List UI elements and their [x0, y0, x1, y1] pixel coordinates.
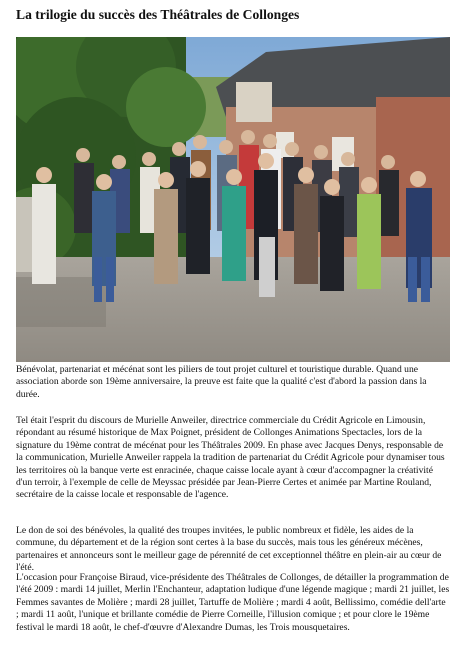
article-title: La trilogie du succès des Théâtrales de Collonges — [16, 7, 300, 22]
article-paragraph: Le don de soi des bénévoles, la qualité des troupes invitées, le public nombreux et fidèle, les aides de la commune, du département et de la région sont certes à la base du succès, mais tous les généreux mécènes, partenaires et annonceurs sont le meilleur gage de pérennité de cet exceptionnel théâtre en plein-air au cœur de l'été. — [16, 525, 442, 574]
article-paragraph: Tel était l'esprit du discours de Murielle Anweiler, directrice commerciale du Crédit Agricole en Limousin, répondant au résumé historique de Max Poignet, président de Collonges Animations Spectacles, lors de la signature du 19ème contrat de mécénat pour les Théâtrales 2009. En phase avec Jacques Denys, responsable de la communication, Murielle Anweiler rappela la tradition de partenariat du Crédit Agricole pour dynamiser tous les territoires où la banque verte est enracinée, chaque caisse locale ayant à cœur d'accompagner la créativité d'un terroir, à l'exemple de celle de Meyssac présidée par Jean-Pierre Certes et animée par Martine Rouland, secrétaire de la caisse locale et responsable de l'agence. — [16, 415, 445, 501]
article-paragraph: L'occasion pour Françoise Biraud, vice-présidente des Théâtrales de Collonges, de détailler la programmation de l'été 2009 : mardi 14 juillet, Merlin l'Enchanteur, adaptation ludique d'une légende magique ; mardi 21 juillet, les Femmes savantes de Molière ; mardi 28 juillet, Tartuffe de Molière ; mardi 4 août, Bellissimo, comédie dell'arte ; mardi 11 août, l'unique et brillante comédie de Pierre Corneille, l'illusion comique ; et pour clore le 19ème festival le mardi 18 août, le chef-d'œuvre d'Alexandre Dumas, les Trois mousquetaires. — [16, 572, 450, 633]
photo-caption: Bénévolat, partenariat et mécénat sont les piliers de tout projet culturel et touristique durable. Quand une association aborde son 19ème anniversaire, la preuve est faite que la qualité c'est d'abord la passion dans la durée. — [16, 364, 427, 400]
group-photo — [16, 37, 450, 362]
